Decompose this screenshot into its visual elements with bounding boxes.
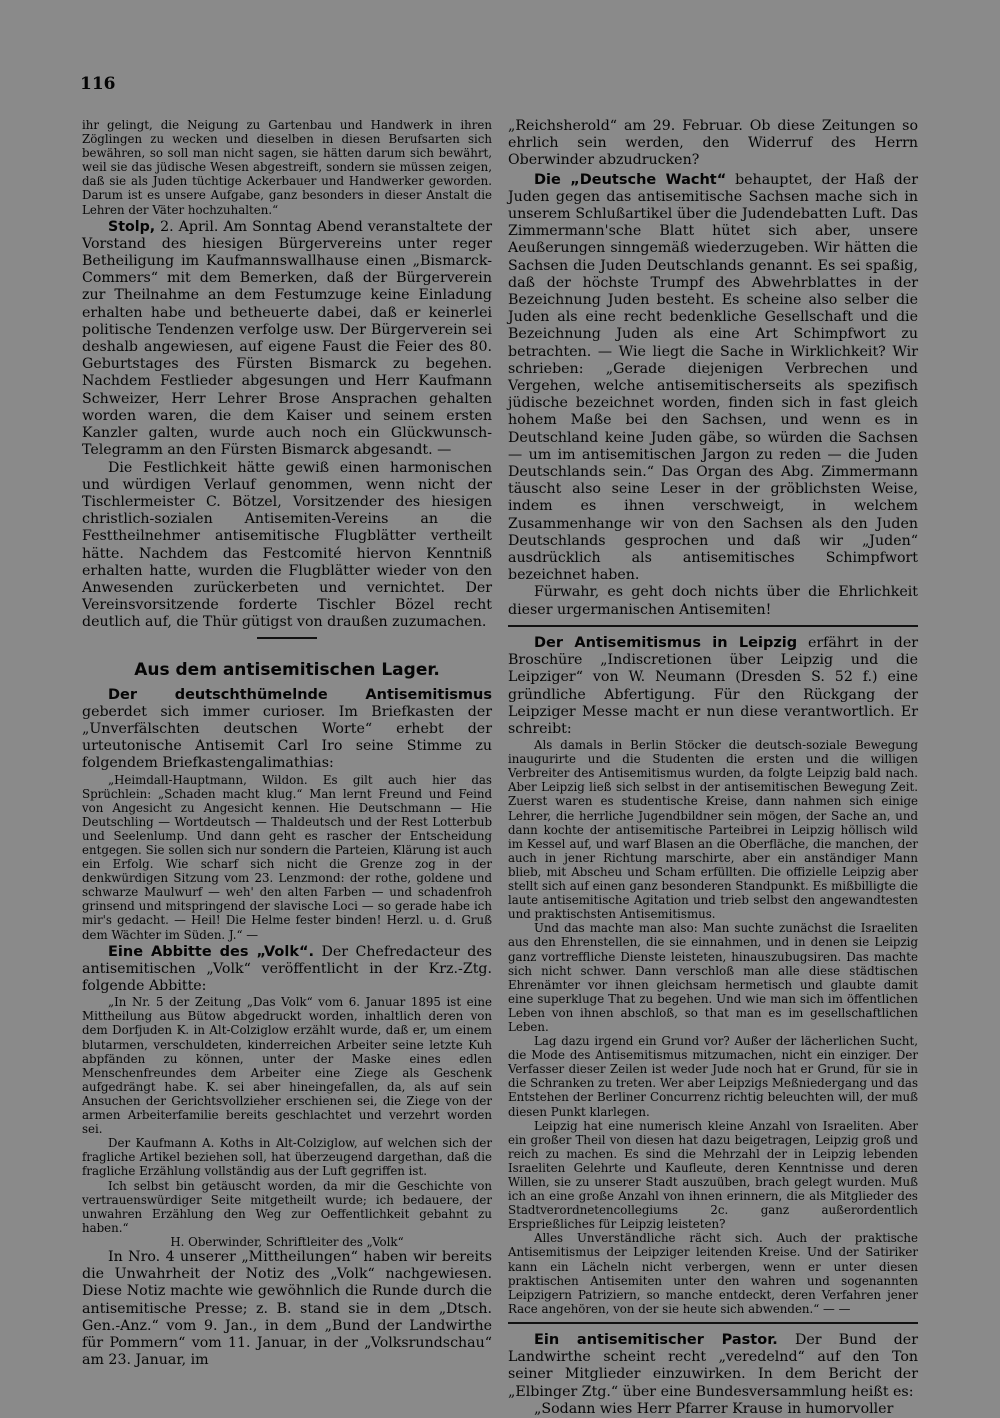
wacht-paragraph-2: Fürwahr, es geht doch nichts über die Ehrlichkeit dieser urgermanischen Antisemiten! bbox=[508, 584, 918, 618]
volk-paragraph bbox=[82, 944, 492, 996]
pastor-heading: Ein antisemitischer Pastor. bbox=[534, 1331, 778, 1348]
volk-heading: Eine Abbitte des „Volk“. bbox=[108, 943, 315, 960]
deutsch-heading: Der deutschthümelnde Antisemitismus bbox=[108, 686, 492, 703]
leipzig-quote-3: Lag dazu irgend ein Grund vor? Außer der lächerlichen Sucht, die Mode des Antisemitismus mitzumachen, nicht ein einziger. Der Verfasser dieser Zeilen ist weder Jude noch hat er Grund, für sie in die Schranken zu treten. Wer aber Leipzigs Meßniedergang und das Entstehen der Berliner Concurrenz richtig beleuchten will, der muß diesen Punkt klarlegen. bbox=[508, 1034, 918, 1119]
deutsch-quote: „Heimdall-Hauptmann, Wildon. Es gilt auch hier das Sprüchlein: „Schaden macht klug.“ Man lernt Freund und Feind von Angesicht zu Angesicht kennen. Hie Deutschmann — Hie Deutschling — Wortdeutsch — Thaldeutsch und der Rest Lotterbub und Seelenlump. Und dann geht es rascher der Entscheidung entgegen. Sie sollen sich nur sondern die Parteien, Klärung ist auch ein Erfolg. Wie scharf sich nicht die Grenze zog in der denkwürdigen Sitzung vom 23. Lenzmond: der rothe, goldene und schwarze Maulwurf — weh' den alten Farben — und schadenfroh grinsend und mitspringend der slavische Loci — so gerade habe ich mir's gedacht. — Heil! Die Helme fester binden! Herzl. u. d. Gruß dem Wächter im Süden. J.“ — bbox=[82, 772, 492, 942]
stolp-dateline: Stolp, bbox=[108, 218, 156, 235]
leipzig-paragraph bbox=[508, 635, 918, 738]
divider bbox=[508, 1322, 918, 1324]
stolp-text: 2. April. Am Sonntag Abend veranstaltete der Vorstand des hiesigen Bürgervereins unter reger Betheiligung im Kaufmannswallhause einen „Bismarck-Commers“ mit dem Bemerken, daß der Bürgerverein zur Theilnahme an dem Festumzuge keine Einladung erhalten habe und betheuerte dabei, daß er keinerlei politische Tendenzen verfolge usw. Der Bürgerverein sei deshalb angewiesen, auf eigene Faust die Feier des 80. Geburtstages des Fürsten Bismarck zu begehen. Nachdem Festlieder abgesungen und Herr Kaufmann Schweizer, Herr Lehrer Brose Ansprachen gehalten worden waren, die dem Kaiser und seinem ersten Kanzler galten, wurde auch noch ein Glückwunsch-Telegramm an den Fürsten Bismarck abgesandt. — bbox=[82, 218, 492, 459]
left-column bbox=[82, 118, 493, 1369]
leipzig-heading: Der Antisemitismus in Leipzig bbox=[534, 634, 798, 651]
volk-quote-2: Der Kaufmann A. Koths in Alt-Colziglow, auf welchen sich der fragliche Artikel beziehen soll, hat überzeugend dargethan, daß die fragliche Erzählung vollständig aus der Luft gegriffen ist. bbox=[82, 1136, 492, 1179]
leipzig-text: erfährt in der Broschüre „Indiscretionen über Leipzig und die Leipziger“ von W. Neumann (Dresden S. 52 f.) eine gründliche Abfertigung. Für den Rückgang der Leipziger Messe macht er nun diese verantwortlich. Er schreibt: bbox=[508, 634, 918, 737]
divider bbox=[508, 625, 918, 627]
section-title: Aus dem antisemitischen Lager. bbox=[134, 659, 440, 680]
wacht-heading: Die „Deutsche Wacht“ bbox=[534, 171, 727, 188]
leipzig-quote-5: Alles Unverständliche rächt sich. Auch der praktische Antisemitismus der Leipziger leitenden Kreise. Und der Satiriker kann ein Lächeln nicht verbergen, wenn er unter diesen praktischen Antisemiten unter den wahren und sogenannten Leipzigern Patriziern, so manche entdeckt, deren Verfahren jener Race angehören, von der sie heute sich abwenden.“ — — bbox=[508, 1231, 918, 1316]
wacht-paragraph bbox=[508, 172, 918, 585]
pastor-text: Der Bund der Landwirthe scheint recht „veredelnd“ auf den Ton seiner Mitglieder einzuwirken. In dem Bericht der „Elbinger Ztg.“ über eine Bundesversammlung heißt es: bbox=[508, 1331, 918, 1400]
deutsch-text: geberdet sich immer curioser. Im Briefkasten der „Unverfälschten deutschen Worte“ erhebt der urteutonische Antisemit Carl Iro seine Stimme zu folgendem Briefkastengalimathias: bbox=[82, 703, 492, 772]
leipzig-quote-4: Leipzig hat eine numerisch kleine Anzahl von Israeliten. Aber ein großer Theil von diesen hat dazu beigetragen, Leipzig groß und reich zu machen. Es sind die Mehrzahl der in Leipzig lebenden Israeliten Gelehrte und Kaufleute, deren Kenntnisse und deren Willen, sie zu unserer Stadt auszuüben, brach gelegt wurden. Muß ich an eine große Anzahl von ihnen erinnern, die als Mitglieder des Stadtverordnetencollegiums 2c. ganz außerordentlich Ersprießliches für Leipzig leisteten? bbox=[508, 1118, 918, 1232]
deutsch-paragraph bbox=[82, 687, 492, 773]
volk-signature: H. Oberwinder, Schriftleiter des „Volk“ bbox=[170, 1234, 404, 1249]
volk-quote-1: „In Nr. 5 der Zeitung „Das Volk“ vom 6. Januar 1895 ist eine Mittheilung aus Bütow abgedruckt worden, inhaltlich deren von dem Dorfjuden K. in Alt-Colziglow erzählt wurde, daß er, um einem blutarmen, verschuldeten, kinderreichen Arbeiter seine letzte Kuh abpfänden zu können, unter der Maske eines edlen Menschenfreundes dem Arbeiter eine Ziege als Geschenk aufgedrängt habe. K. sei aber hineingefallen, da, als auf sein Ansuchen der Gerichtsvollzieher erschienen sei, die Ziege von der armen Arbeiterfamilie bereits geschlachtet und verzehrt worden sei. bbox=[82, 995, 492, 1137]
continuation-paragraph: „Reichsherold“ am 29. Februar. Ob diese Zeitungen so ehrlich sein werden, den Widerruf des Herrn Oberwinder abzudrucken? bbox=[508, 118, 918, 169]
stolp-paragraph bbox=[82, 219, 492, 460]
leipzig-quote-1: Als damals in Berlin Stöcker die deutsch-soziale Bewegung inaugurirte und die Studenten die ersten und die willigen Verbreiter des Antisemitismus wurden, da folgte Leipzig bald nach. Aber Leipzig ließ sich selbst in der antisemitischen Bewegung Zeit. Zuerst waren es studentische Kreise, dann nahmen sich einige Lehrer, die herrliche Jugendbildner sein mögen, der Sache an, und dann kochte der antisemitische Parteibrei in Leipzig höllisch wild im Kessel auf, und warf Blasen an die Oberfläche, die manchen, der auch in jener Richtung marschirte, aber ein anständiger Mann blieb, mit Abscheu und Scham erfüllten. Die offizielle Leipzig aber stellt sich auf einen ganz besonderen Standpunkt. Es mißbilligte die laute antisemitische Agitation und trieb selbst den angewandtesten und praktischsten Antisemitismus. bbox=[508, 738, 918, 922]
wacht-text: behauptet, der Haß der Juden gegen das antisemitische Sachsen mache sich in unserem Schlußartikel über die Judendebatten Luft. Das Zimmermann'sche Blatt hütet sich aber, unsere Aeußerungen sinngemäß wiederzugeben. Wir hätten die Sachsen die Juden Deutschlands genannt. Es sei spaßig, daß der höchste Trumpf des Abwehrblattes in der Bezeichnung Juden besteht. Es scheine also selber die Juden als eine recht bedenkliche Gesellschaft und die Bezeichnung Juden als eine Art Schimpfwort zu betrachten. — Wie liegt die Sache in Wirklichkeit? Wir schrieben: „Gerade diejenigen Verbrechen und Vergehen, welche antisemitischerseits als spezifisch jüdische bezeichnet worden, finden sich in fast gleich hohem Maße bei den Sachsen, und wenn es in Deutschland keine Juden gäbe, so würden die Sachsen — um im antisemitischen Jargon zu reden — die Juden Deutschlands sein.“ Das Organ des Abg. Zimmermann täuscht also seine Leser in der gröblichsten Weise, indem es ihnen verschweigt, in welchem Zusammenhange wir von den Sachsen als den Juden Deutschlands gesprochen und daß wir „Juden“ ausdrücklich als antisemitisches Schimpfwort bezeichnet haben. bbox=[508, 171, 918, 584]
leipzig-quote-2: Und das machte man also: Man suchte zunächst die Israeliten aus den Ehrenstellen, die sie einnahmen, und in denen sie Leipzig ganz vortreffliche Dienste leisteten, hinauszubugsiren. Das machte sich nicht schwer. Dann verschloß man alle diese städtischen Ehrenämter vor ihnen gleichsam hermetisch und glaubte damit eine superkluge That zu begehen. Und wie man sich im öffentlichen Leben von ihnen abschloß, so that man es im gesellschaftlichen Leben. bbox=[508, 921, 918, 1034]
volk-quote-3: Ich selbst bin getäuscht worden, da mir die Geschichte von vertrauenswürdiger Seite mitgetheilt wurde; ich bedauere, der unwahren Erzählung den Weg zur Oeffentlichkeit gebahnt zu haben.“ bbox=[82, 1178, 492, 1235]
volk-text: Der Chefredacteur des antisemitischen „Volk“ veröffentlicht in der Krz.-Ztg. folgende Abbitte: bbox=[82, 943, 493, 995]
divider bbox=[257, 637, 317, 639]
right-column bbox=[508, 118, 918, 1417]
pastor-paragraph-2: „Sodann wies Herr Pfarrer Krause in humorvoller bbox=[534, 1400, 894, 1417]
intro-quote: ihr gelingt, die Neigung zu Gartenbau und Handwerk in ihren Zöglingen zu wecken und dieselben in diesen Berufsarten sich bewähren, so soll man nicht sagen, sie hätten darum sich bewährt, weil sie das jüdische Wesen abgestreift, sondern sie müssen zeigen, daß sie als Juden tüchtige Ackerbauer und Handwerker geworden. Darum ist es unsere Aufgabe, ganz besonders in dieser Anstalt die Lehren der Väter hochzuhalten.“ bbox=[82, 118, 492, 217]
stolp-paragraph-2: Die Festlichkeit hätte gewiß einen harmonischen und würdigen Verlauf genommen, wenn nicht der Tischlermeister C. Bötzel, Vorsitzender des hiesigen christlich-sozialen Antisemiten-Vereins an die Festtheilnehmer antisemitische Flugblätter vertheilt hätte. Nachdem das Festcomité hiervon Kenntniß erhalten hatte, wurden die Flugblätter wieder von den Anwesenden zurückerbeten und vernichtet. Der Vereinsvorsitzende forderte Tischler Bözel recht deutlich auf, die Thür gütigst von draußen zuzumachen. bbox=[82, 459, 492, 631]
volk-paragraph-2: In Nro. 4 unserer „Mittheilungen“ haben wir bereits die Unwahrheit der Notiz des „Volk“ nachgewiesen. Diese Notiz machte wie gewöhnlich die Runde durch die antisemitische Presse; z. B. stand sie in dem „Dtsch. Gen.-Anz.“ vom 9. Jan., in dem „Bund der Landwirthe für Pommern“ vom 11. Januar, in der „Volksrundschau“ am 23. Januar, im bbox=[82, 1248, 492, 1369]
page-number: 116 bbox=[80, 74, 116, 94]
pastor-paragraph bbox=[508, 1332, 918, 1401]
